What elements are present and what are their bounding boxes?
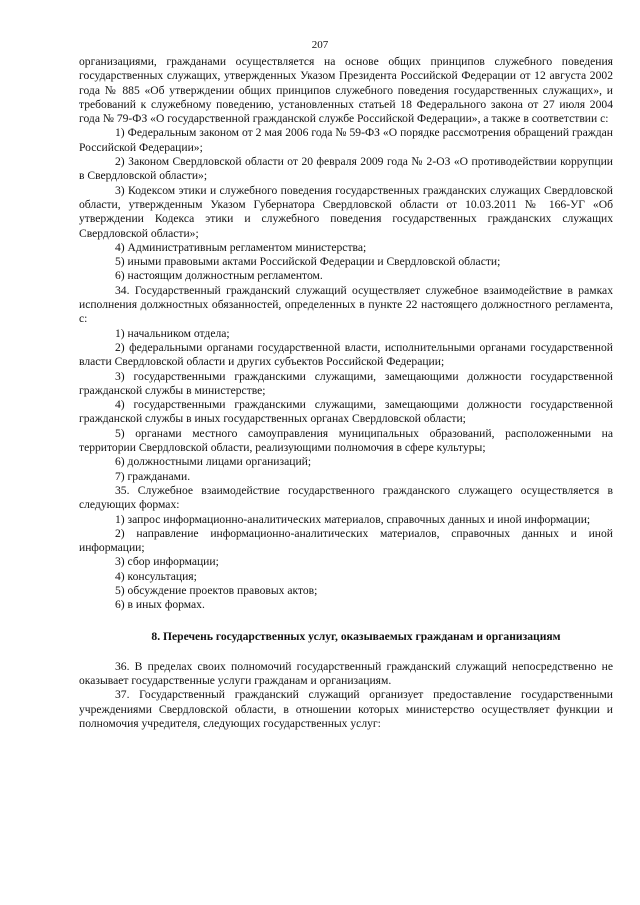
page-number: 207	[311, 39, 329, 51]
list-item: 5) органами местного самоуправления муниципальных образований, расположенными на территории Свердловской области, реализующими полномочия в сфере культуры;	[79, 426, 613, 455]
document-body	[79, 55, 613, 731]
list-item: 5) иными правовыми актами Российской Федерации и Свердловской области;	[115, 255, 501, 269]
paragraph: 37. Государственный гражданский служащий организует предоставление государственными учреждениями Свердловской области, в отношении которых министерство осуществляет функции и полномочия учредителя, следующих государственных услуг:	[79, 688, 613, 731]
list-item: 4) государственными гражданскими служащими, замещающими должности государственной гражданской службы в иных государственных органах Свердловской области;	[79, 398, 613, 426]
paragraph: 35. Служебное взаимодействие государственного гражданского служащего осуществляется в следующих формах:	[79, 483, 613, 512]
list-item: 2) федеральными органами государственной власти, исполнительными органами государственной власти Свердловской области и других субъектов Российской Федерации;	[79, 340, 613, 369]
list-item: 1) запрос информационно-аналитических материалов, справочных данных и иной информации;	[115, 512, 591, 526]
list-item: 4) Административным регламентом министерства;	[115, 240, 367, 254]
paragraph: 36. В пределах своих полномочий государственный гражданский служащий непосредственно не оказывает государственные услуги гражданам и организациям.	[79, 659, 613, 688]
section-heading: 8. Перечень государственных услуг, оказываемых гражданам и организациям	[151, 629, 561, 643]
list-item: 1) Федеральным законом от 2 мая 2006 года № 59-ФЗ «О порядке рассмотрения обращений граждан Российской Федерации»;	[79, 126, 613, 154]
list-item: 2) направление информационно-аналитических материалов, справочных данных и иной информации;	[79, 526, 613, 555]
list-item: 6) настоящим должностным регламентом.	[115, 269, 323, 283]
list-item: 4) консультация;	[115, 569, 197, 583]
paragraph: организациями, гражданами осуществляется на основе общих принципов служебного поведения государственных служащих, утвержденных Указом Президента Российской Федерации от 12 августа 2002 года № 885 «Об утверждении общих принципов служебного поведения государственных служащих», и требований к служебному поведению, установленных статьей 18 Федерального закона от 27 июля 2004 года № 79-ФЗ «О государственной гражданской службе Российской Федерации», а также в соответствии с:	[79, 55, 613, 126]
list-item: 1) начальником отдела;	[115, 326, 230, 340]
list-item: 7) гражданами.	[115, 469, 191, 483]
list-item: 3) Кодексом этики и служебного поведения государственных гражданских служащих Свердловской области, утвержденным Указом Губернатора Свердловской области от 10.03.2011 № 166-УГ «Об утверждении Кодекса этики и служебного поведения государственных гражданских служащих Свердловской области»;	[79, 183, 613, 240]
paragraph: 34. Государственный гражданский служащий осуществляет служебное взаимодействие в рамках исполнения должностных обязанностей, определенных в пункте 22 настоящего должностного регламента, с:	[79, 283, 613, 326]
list-item: 3) государственными гражданскими служащими, замещающими должности государственной гражданской службы в министерстве;	[79, 369, 613, 397]
list-item: 3) сбор информации;	[115, 555, 219, 569]
list-item: 5) обсуждение проектов правовых актов;	[115, 583, 318, 597]
list-item: 2) Законом Свердловской области от 20 февраля 2009 года № 2-ОЗ «О противодействии коррупции в Свердловской области»;	[79, 155, 613, 183]
list-item: 6) должностными лицами организаций;	[115, 455, 312, 469]
list-item: 6) в иных формах.	[115, 598, 205, 612]
